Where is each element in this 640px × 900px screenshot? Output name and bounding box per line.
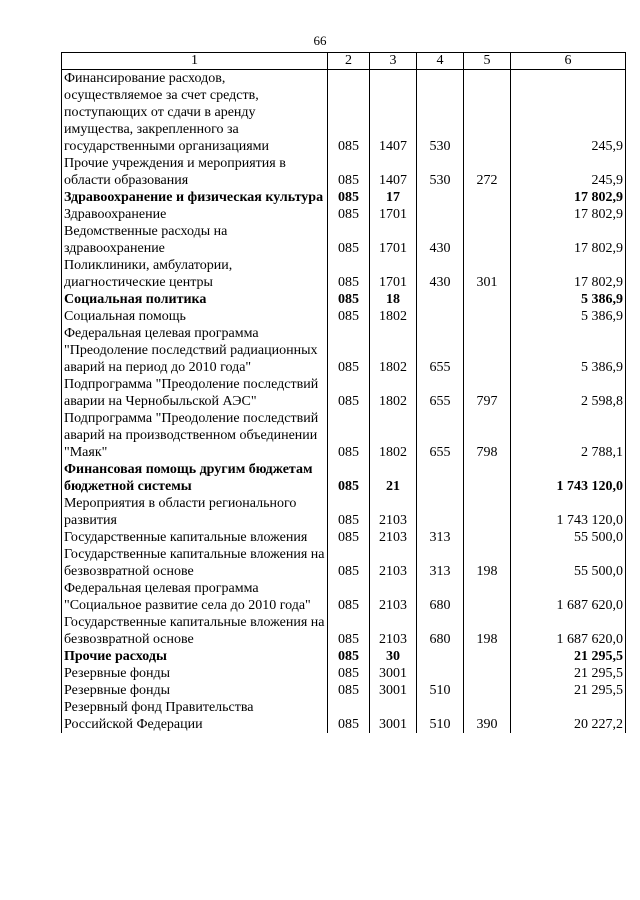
row-expense-code: 390 bbox=[464, 699, 511, 733]
row-ministry-code: 085 bbox=[328, 410, 370, 461]
table-row bbox=[62, 614, 626, 648]
row-section-code: 1701 bbox=[370, 257, 417, 291]
row-target-code: 510 bbox=[417, 682, 464, 699]
row-amount: 2 598,8 bbox=[511, 376, 626, 410]
table-row bbox=[62, 495, 626, 529]
row-name: Резервные фонды bbox=[62, 682, 328, 699]
row-ministry-code: 085 bbox=[328, 648, 370, 665]
row-ministry-code: 085 bbox=[328, 665, 370, 682]
row-expense-code: 797 bbox=[464, 376, 511, 410]
row-section-code: 2103 bbox=[370, 580, 417, 614]
row-name: Государственные капитальные вложения на безвозвратной основе bbox=[62, 546, 328, 580]
column-header-5: 5 bbox=[464, 53, 511, 70]
table-row bbox=[62, 580, 626, 614]
row-ministry-code: 085 bbox=[328, 580, 370, 614]
row-amount: 21 295,5 bbox=[511, 648, 626, 665]
row-ministry-code: 085 bbox=[328, 70, 370, 156]
row-name: Федеральная целевая программа "Преодоление последствий радиационных аварий на период до 2010 года" bbox=[62, 325, 328, 376]
row-amount: 17 802,9 bbox=[511, 206, 626, 223]
row-target-code: 655 bbox=[417, 376, 464, 410]
row-target-code: 530 bbox=[417, 70, 464, 156]
row-ministry-code: 085 bbox=[328, 308, 370, 325]
row-section-code: 2103 bbox=[370, 529, 417, 546]
row-expense-code bbox=[464, 682, 511, 699]
row-target-code bbox=[417, 291, 464, 308]
row-amount: 245,9 bbox=[511, 70, 626, 156]
row-target-code: 313 bbox=[417, 546, 464, 580]
row-name: Резервные фонды bbox=[62, 665, 328, 682]
row-amount: 5 386,9 bbox=[511, 308, 626, 325]
row-amount: 21 295,5 bbox=[511, 665, 626, 682]
column-header-2: 2 bbox=[328, 53, 370, 70]
row-section-code: 1407 bbox=[370, 70, 417, 156]
table-row bbox=[62, 70, 626, 156]
row-section-code: 1802 bbox=[370, 410, 417, 461]
column-header-4: 4 bbox=[417, 53, 464, 70]
row-name: Подпрограмма "Преодоление последствий аварий на производственном объединении "Маяк" bbox=[62, 410, 328, 461]
row-amount: 1 743 120,0 bbox=[511, 461, 626, 495]
row-ministry-code: 085 bbox=[328, 495, 370, 529]
budget-table bbox=[61, 52, 626, 733]
table-row bbox=[62, 206, 626, 223]
row-name: Здравоохранение bbox=[62, 206, 328, 223]
row-amount: 5 386,9 bbox=[511, 325, 626, 376]
row-section-code: 1802 bbox=[370, 325, 417, 376]
row-target-code: 680 bbox=[417, 614, 464, 648]
row-amount: 245,9 bbox=[511, 155, 626, 189]
row-expense-code bbox=[464, 648, 511, 665]
row-target-code bbox=[417, 308, 464, 325]
row-section-code: 1802 bbox=[370, 308, 417, 325]
table-row bbox=[62, 291, 626, 308]
row-target-code bbox=[417, 461, 464, 495]
row-section-code: 18 bbox=[370, 291, 417, 308]
row-name: Государственные капитальные вложения bbox=[62, 529, 328, 546]
row-section-code: 2103 bbox=[370, 614, 417, 648]
row-amount: 1 687 620,0 bbox=[511, 614, 626, 648]
row-section-code: 1802 bbox=[370, 376, 417, 410]
row-ministry-code: 085 bbox=[328, 223, 370, 257]
row-expense-code bbox=[464, 223, 511, 257]
row-ministry-code: 085 bbox=[328, 291, 370, 308]
table-row bbox=[62, 376, 626, 410]
row-ministry-code: 085 bbox=[328, 189, 370, 206]
table-row bbox=[62, 648, 626, 665]
row-target-code: 655 bbox=[417, 325, 464, 376]
column-header-1: 1 bbox=[62, 53, 328, 70]
row-name: Финансирование расходов, осуществляемое за счет средств, поступающих от сдачи в аренду имущества, закрепленного за государственными организациями bbox=[62, 70, 328, 156]
row-name: Подпрограмма "Преодоление последствий аварии на Чернобыльской АЭС" bbox=[62, 376, 328, 410]
row-ministry-code: 085 bbox=[328, 155, 370, 189]
row-ministry-code: 085 bbox=[328, 376, 370, 410]
table-row bbox=[62, 257, 626, 291]
row-section-code: 1407 bbox=[370, 155, 417, 189]
table-row bbox=[62, 223, 626, 257]
row-amount: 20 227,2 bbox=[511, 699, 626, 733]
row-section-code: 1701 bbox=[370, 223, 417, 257]
row-section-code: 3001 bbox=[370, 682, 417, 699]
table-row bbox=[62, 155, 626, 189]
row-amount: 55 500,0 bbox=[511, 546, 626, 580]
row-expense-code bbox=[464, 461, 511, 495]
row-section-code: 17 bbox=[370, 189, 417, 206]
row-expense-code bbox=[464, 189, 511, 206]
row-amount: 21 295,5 bbox=[511, 682, 626, 699]
row-expense-code bbox=[464, 291, 511, 308]
row-ministry-code: 085 bbox=[328, 461, 370, 495]
row-name: Социальная помощь bbox=[62, 308, 328, 325]
table-row bbox=[62, 546, 626, 580]
row-amount: 1 743 120,0 bbox=[511, 495, 626, 529]
row-ministry-code: 085 bbox=[328, 257, 370, 291]
row-target-code: 680 bbox=[417, 580, 464, 614]
row-name: Финансовая помощь другим бюджетам бюджетной системы bbox=[62, 461, 328, 495]
table-row bbox=[62, 308, 626, 325]
row-amount: 17 802,9 bbox=[511, 257, 626, 291]
table-row bbox=[62, 529, 626, 546]
row-expense-code bbox=[464, 495, 511, 529]
row-expense-code: 198 bbox=[464, 546, 511, 580]
row-ministry-code: 085 bbox=[328, 325, 370, 376]
page-number: 66 bbox=[313, 33, 327, 48]
row-target-code bbox=[417, 665, 464, 682]
row-expense-code: 301 bbox=[464, 257, 511, 291]
row-ministry-code: 085 bbox=[328, 546, 370, 580]
row-name: Резервный фонд Правительства Российской Федерации bbox=[62, 699, 328, 733]
row-target-code bbox=[417, 189, 464, 206]
row-ministry-code: 085 bbox=[328, 699, 370, 733]
row-section-code: 3001 bbox=[370, 665, 417, 682]
row-expense-code bbox=[464, 206, 511, 223]
row-name: Ведомственные расходы на здравоохранение bbox=[62, 223, 328, 257]
row-amount: 17 802,9 bbox=[511, 189, 626, 206]
row-expense-code bbox=[464, 529, 511, 546]
table-row bbox=[62, 325, 626, 376]
row-amount: 5 386,9 bbox=[511, 291, 626, 308]
table-row bbox=[62, 189, 626, 206]
row-section-code: 2103 bbox=[370, 546, 417, 580]
table-row bbox=[62, 665, 626, 682]
row-ministry-code: 085 bbox=[328, 614, 370, 648]
row-target-code: 655 bbox=[417, 410, 464, 461]
row-target-code bbox=[417, 206, 464, 223]
row-target-code: 430 bbox=[417, 223, 464, 257]
row-target-code bbox=[417, 495, 464, 529]
row-expense-code bbox=[464, 308, 511, 325]
row-name: Мероприятия в области регионального развития bbox=[62, 495, 328, 529]
row-target-code: 530 bbox=[417, 155, 464, 189]
row-section-code: 3001 bbox=[370, 699, 417, 733]
row-target-code bbox=[417, 648, 464, 665]
table-row bbox=[62, 699, 626, 733]
column-header-6: 6 bbox=[511, 53, 626, 70]
table-row bbox=[62, 682, 626, 699]
row-name: Государственные капитальные вложения на безвозвратной основе bbox=[62, 614, 328, 648]
table-row bbox=[62, 410, 626, 461]
row-section-code: 21 bbox=[370, 461, 417, 495]
column-header-3: 3 bbox=[370, 53, 417, 70]
row-target-code: 510 bbox=[417, 699, 464, 733]
row-name: Поликлиники, амбулатории, диагностические центры bbox=[62, 257, 328, 291]
row-expense-code bbox=[464, 70, 511, 156]
row-target-code: 430 bbox=[417, 257, 464, 291]
row-name: Прочие учреждения и мероприятия в области образования bbox=[62, 155, 328, 189]
row-name: Социальная политика bbox=[62, 291, 328, 308]
row-ministry-code: 085 bbox=[328, 206, 370, 223]
row-ministry-code: 085 bbox=[328, 682, 370, 699]
row-amount: 55 500,0 bbox=[511, 529, 626, 546]
row-expense-code bbox=[464, 665, 511, 682]
row-target-code: 313 bbox=[417, 529, 464, 546]
table-row bbox=[62, 461, 626, 495]
row-expense-code: 272 bbox=[464, 155, 511, 189]
row-amount: 1 687 620,0 bbox=[511, 580, 626, 614]
row-section-code: 2103 bbox=[370, 495, 417, 529]
row-expense-code: 198 bbox=[464, 614, 511, 648]
row-expense-code: 798 bbox=[464, 410, 511, 461]
row-ministry-code: 085 bbox=[328, 529, 370, 546]
row-section-code: 30 bbox=[370, 648, 417, 665]
row-name: Здравоохранение и физическая культура bbox=[62, 189, 328, 206]
row-name: Прочие расходы bbox=[62, 648, 328, 665]
row-name: Федеральная целевая программа "Социальное развитие села до 2010 года" bbox=[62, 580, 328, 614]
row-expense-code bbox=[464, 325, 511, 376]
row-amount: 17 802,9 bbox=[511, 223, 626, 257]
row-amount: 2 788,1 bbox=[511, 410, 626, 461]
header-row bbox=[62, 53, 626, 70]
row-section-code: 1701 bbox=[370, 206, 417, 223]
row-expense-code bbox=[464, 580, 511, 614]
